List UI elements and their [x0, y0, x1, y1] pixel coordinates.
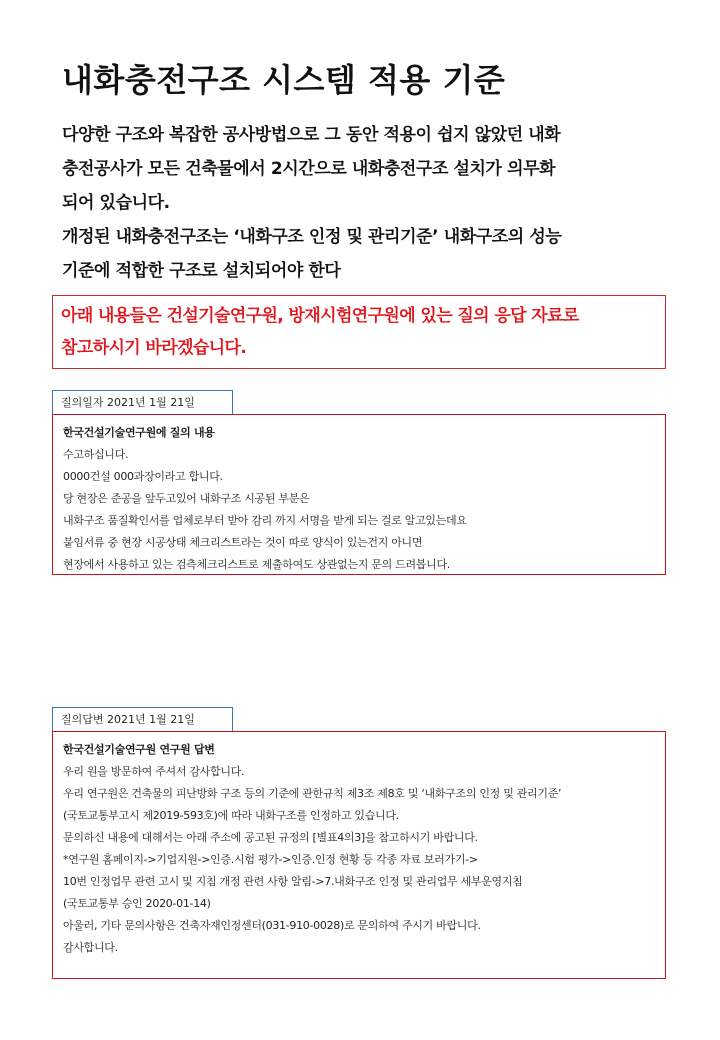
answer-line: 감사합니다. — [63, 941, 118, 954]
question-line: 현장에서 사용하고 있는 검측체크리스트로 제출하여도 상관없는지 문의 드려봅니다. — [63, 558, 450, 571]
question-line: 내화구조 품질확인서를 업체로부터 받아 감리 까지 서명을 받게 되는 걸로 알고있는데요 — [63, 514, 467, 527]
page-title: 내화충전구조 시스템 적용 기준 — [62, 61, 506, 99]
reference-notice-box — [52, 295, 666, 369]
intro-paragraph — [62, 118, 662, 288]
question-date-tab: 질의일자 2021년 1월 21일 — [52, 390, 233, 414]
answer-line: 아울러, 기타 문의사항은 건축자재인정센터(031-910-0028)로 문의하여 주시기 바랍니다. — [63, 919, 481, 932]
answer-line: (국토교통부 승인 2020-01-14) — [63, 897, 211, 910]
intro-line: 충전공사가 모든 건축물에서 2시간으로 내화충전구조 설치가 의무화 — [62, 159, 556, 179]
question-content-box — [52, 414, 666, 575]
answer-line: 우리 연구원은 건축물의 피난방화 구조 등의 기준에 관한규칙 제3조 제8호 및 ‘내화구조의 인정 및 관리기준’ — [63, 787, 562, 800]
question-heading: 한국건설기술연구원에 질의 내용 — [63, 426, 215, 439]
answer-line: (국토교통부고시 제2019-593호)에 따라 내화구조를 인정하고 있습니다. — [63, 809, 399, 822]
question-line: 수고하십니다. — [63, 448, 129, 461]
question-line: 붙임서류 중 현장 시공상태 체크리스트라는 것이 따로 양식이 있는건지 아니면 — [63, 536, 423, 549]
answer-line: 우리 원을 방문하여 주셔서 감사합니다. — [63, 765, 245, 778]
answer-line: *연구원 홈페이지->기업지원->인증.시험 평가->인증.인정 현황 등 각종 자료 보러가기-> — [63, 853, 478, 866]
intro-line: 기준에 적합한 구조로 설치되어야 한다 — [62, 261, 341, 281]
answer-line: 10번 인정업무 관련 고시 및 지침 개정 관련 사항 알림->7.내화구조 인정 및 관리업무 세부운영지침 — [63, 875, 523, 888]
answer-heading: 한국건설기술연구원 연구원 답변 — [63, 743, 215, 756]
question-line: 당 현장은 준공을 앞두고있어 내화구조 시공된 부분은 — [63, 492, 310, 505]
intro-line: 다양한 구조와 복잡한 공사방법으로 그 동안 적용이 쉽지 않았던 내화 — [62, 125, 561, 145]
intro-line: 개정된 내화충전구조는 ‘내화구조 인정 및 관리기준’ 내화구조의 성능 — [62, 227, 562, 247]
answer-content-box — [52, 731, 666, 979]
answer-date-tab: 질의답변 2021년 1월 21일 — [52, 707, 233, 731]
question-line: 0000건설 000과장이라고 합니다. — [63, 470, 223, 483]
notice-line: 아래 내용들은 건설기술연구원, 방재시험연구원에 있는 질의 응답 자료로 — [61, 306, 579, 326]
intro-line: 되어 있습니다. — [62, 193, 170, 213]
notice-line: 참고하시기 바라겠습니다. — [61, 338, 247, 358]
answer-line: 문의하신 내용에 대해서는 아래 주소에 공고된 규정의 [별표4의3]을 참고하시기 바랍니다. — [63, 831, 478, 844]
